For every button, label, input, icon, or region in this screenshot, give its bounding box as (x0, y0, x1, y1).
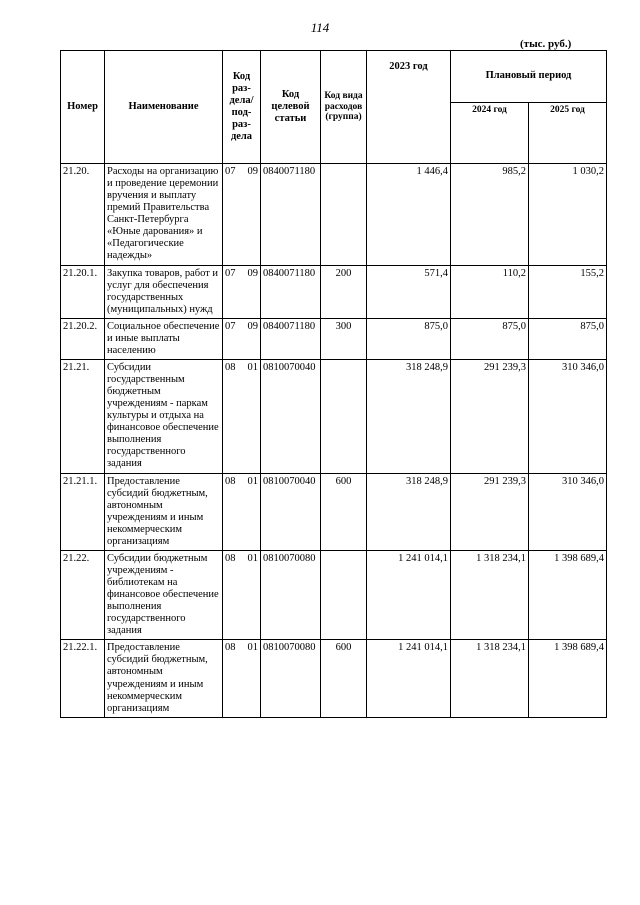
row-section-a: 07 (225, 166, 236, 177)
row-number: 21.21.1. (61, 473, 105, 550)
row-target: 0840071180 (261, 265, 321, 318)
row-number: 21.20.2. (61, 318, 105, 359)
row-number: 21.21. (61, 359, 105, 473)
header-2024: 2024 год (451, 102, 529, 163)
row-number: 21.20.1. (61, 265, 105, 318)
header-2023: 2023 год (367, 51, 451, 164)
row-value-2024: 291 239,3 (451, 359, 529, 473)
row-target: 0840071180 (261, 164, 321, 266)
row-type: 300 (321, 318, 367, 359)
row-name: Закупка товаров, работ и услуг для обеспечения государственных (муниципальных) нужд (105, 265, 223, 318)
row-section-b: 09 (247, 166, 258, 177)
row-type: 200 (321, 265, 367, 318)
row-target: 0810070080 (261, 640, 321, 717)
header-2025: 2025 год (529, 102, 607, 163)
row-name: Предоставление субсидий бюджетным, автономным учреждениям и иным некоммерческим организациям (105, 640, 223, 717)
table-row (61, 164, 607, 266)
row-type: 600 (321, 473, 367, 550)
row-value-2024: 985,2 (451, 164, 529, 266)
row-name: Субсидии государственным бюджетным учреждениям - паркам культуры и отдыха на финансовое обеспечение выполнения государственного задания (105, 359, 223, 473)
row-section (223, 359, 261, 473)
row-name: Субсидии бюджетным учреждениям - библиотекам на финансовое обеспечение выполнения государственного задания (105, 550, 223, 639)
header-number: Номер (61, 51, 105, 164)
row-target: 0810070040 (261, 359, 321, 473)
row-number: 21.22.1. (61, 640, 105, 717)
row-value-2025: 1 398 689,4 (529, 640, 607, 717)
budget-table (60, 50, 607, 718)
row-value-2024: 291 239,3 (451, 473, 529, 550)
table-row (61, 359, 607, 473)
row-target: 0810070080 (261, 550, 321, 639)
row-number: 21.20. (61, 164, 105, 266)
row-type (321, 359, 367, 473)
table-row (61, 473, 607, 550)
row-section (223, 265, 261, 318)
row-section-b: 01 (247, 552, 258, 564)
row-section-a: 08 (225, 552, 236, 564)
row-section-b: 01 (247, 642, 258, 654)
row-value-2023: 1 241 014,1 (367, 550, 451, 639)
row-value-2024: 1 318 234,1 (451, 640, 529, 717)
header-expense-type-code: Код вида расходов (группа) (321, 51, 367, 164)
row-section (223, 164, 261, 266)
row-section (223, 640, 261, 717)
row-value-2024: 110,2 (451, 265, 529, 318)
row-value-2025: 1 030,2 (529, 164, 607, 266)
row-section (223, 318, 261, 359)
header-section-code: Код раз- дела/ под- раз- дела (223, 51, 261, 164)
row-name: Расходы на организацию и проведение церемонии вручения и выплату премий Правительства Санкт-Петербурга «Юные дарования» и «Педагогические надежды» (105, 164, 223, 266)
row-value-2023: 875,0 (367, 318, 451, 359)
row-value-2025: 1 398 689,4 (529, 550, 607, 639)
row-value-2024: 875,0 (451, 318, 529, 359)
row-value-2023: 318 248,9 (367, 473, 451, 550)
header-name: Наименование (105, 51, 223, 164)
page-number: 114 (310, 20, 330, 35)
header-target-code: Код целевой статьи (261, 51, 321, 164)
row-section-a: 08 (225, 475, 236, 487)
row-section (223, 550, 261, 639)
table-row (61, 640, 607, 717)
row-section-b: 09 (247, 320, 258, 332)
row-section (223, 473, 261, 550)
row-type: 600 (321, 640, 367, 717)
row-value-2024: 1 318 234,1 (451, 550, 529, 639)
row-section-a: 08 (225, 361, 236, 373)
row-value-2025: 875,0 (529, 318, 607, 359)
row-section-b: 09 (247, 267, 258, 279)
row-name: Социальное обеспечение и иные выплаты населению (105, 318, 223, 359)
row-value-2025: 155,2 (529, 265, 607, 318)
table-row (61, 265, 607, 318)
row-value-2023: 318 248,9 (367, 359, 451, 473)
row-value-2025: 310 346,0 (529, 473, 607, 550)
header-planning-period: Плановый период (451, 51, 607, 103)
row-section-b: 01 (247, 475, 258, 487)
row-section-a: 07 (225, 320, 236, 332)
row-section-a: 07 (225, 267, 236, 279)
table-row (61, 550, 607, 639)
row-type (321, 164, 367, 266)
row-target: 0840071180 (261, 318, 321, 359)
units-label: (тыс. руб.) (520, 38, 572, 50)
row-value-2023: 1 241 014,1 (367, 640, 451, 717)
row-value-2023: 1 446,4 (367, 164, 451, 266)
table-row (61, 318, 607, 359)
row-type (321, 550, 367, 639)
row-number: 21.22. (61, 550, 105, 639)
row-target: 0810070040 (261, 473, 321, 550)
row-section-b: 01 (247, 361, 258, 373)
row-value-2025: 310 346,0 (529, 359, 607, 473)
header-row (61, 51, 607, 103)
row-section-a: 08 (225, 642, 236, 654)
row-value-2023: 571,4 (367, 265, 451, 318)
row-name: Предоставление субсидий бюджетным, автономным учреждениям и иным некоммерческим организациям (105, 473, 223, 550)
